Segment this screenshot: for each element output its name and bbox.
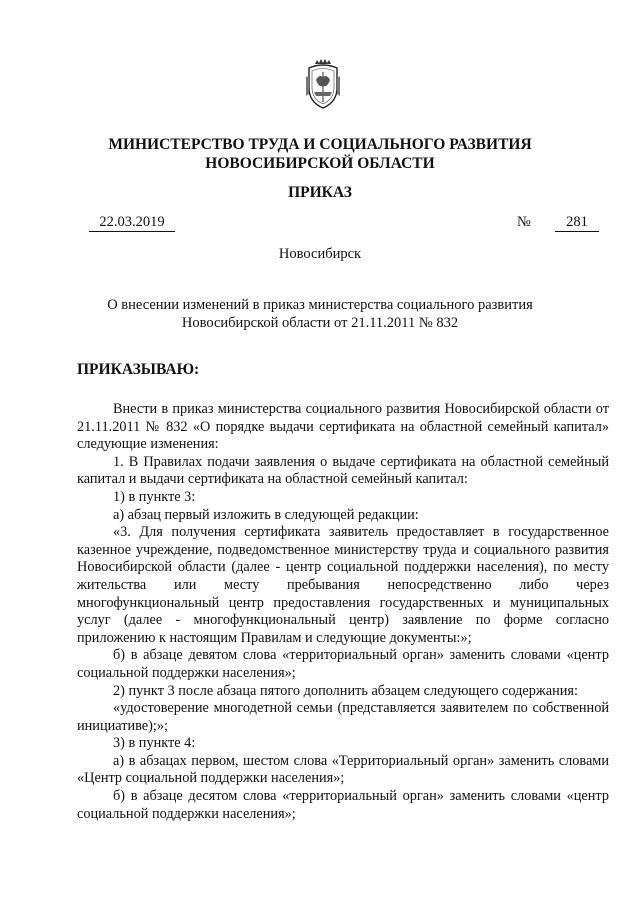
order-date: 22.03.2019 bbox=[89, 213, 175, 232]
body-paragraph: 2) пункт 3 после абзаца пятого дополнить абзацем следующего содержания: bbox=[113, 682, 578, 699]
subject-line2: Новосибирской области от 21.11.2011 № 832 bbox=[181, 315, 459, 331]
number-sign: № bbox=[517, 214, 531, 230]
body-paragraph: Внести в приказ министерства социального развития Новосибирской области от 21.11.2011 № 832 «О порядке выдачи сертификата на областной семейный капитал» следующие изменения: bbox=[77, 401, 609, 453]
body-paragraph: 1. В Правилах подачи заявления о выдаче сертификата на областной семейный капитал и выдачи сертификата на областной семейный капитал: bbox=[77, 453, 609, 488]
body-paragraph: б) в абзаце девятом слова «территориальный орган» заменить словами «центр социальной поддержки населения»; bbox=[77, 647, 609, 681]
order-body bbox=[77, 401, 609, 823]
order-subject bbox=[0, 296, 640, 332]
order-directive-heading: ПРИКАЗЫВАЮ: bbox=[77, 361, 200, 378]
subject-line1: О внесении изменений в приказ министерства социального развития bbox=[107, 297, 533, 313]
ministry-name-line2: НОВОСИБИРСКОЙ ОБЛАСТИ bbox=[205, 155, 435, 172]
body-paragraph: 3) в пункте 4: bbox=[113, 735, 196, 752]
ministry-name-line1: МИНИСТЕРСТВО ТРУДА И СОЦИАЛЬНОГО РАЗВИТИЯ bbox=[108, 136, 532, 153]
order-number: 281 bbox=[555, 213, 599, 232]
body-paragraph: «удостоверение многодетной семьи (представляется заявителем по собственной инициативе);»; bbox=[77, 700, 609, 734]
body-paragraph: а) в абзацах первом, шестом слова «Территориальный орган» заменить словами «Центр социальной поддержки населения»; bbox=[77, 752, 609, 787]
body-paragraph: «3. Для получения сертификата заявитель предоставляет в государственное казенное учреждение, подведомственное министерству труда и социального развития Новосибирской области (далее - центр социальной поддержки населения), по месту жительства или месту пребывания непосредственно либо через многофункциональный центр предоставления государственных и муниципальных услуг (далее - многофункциональный центр) заявление по форме согласно приложению к настоящим Правилам и следующие документы:»; bbox=[77, 524, 609, 646]
body-paragraph: б) в абзаце десятом слова «территориальный орган» заменить словами «центр социальной поддержки населения»; bbox=[77, 788, 609, 822]
coat-of-arms-icon bbox=[303, 58, 343, 110]
body-paragraph: а) абзац первый изложить в следующей редакции: bbox=[113, 506, 419, 523]
city-name: Новосибирск bbox=[278, 246, 362, 262]
body-paragraph: 1) в пункте 3: bbox=[113, 488, 196, 505]
document-type-title: ПРИКАЗ bbox=[288, 184, 352, 201]
